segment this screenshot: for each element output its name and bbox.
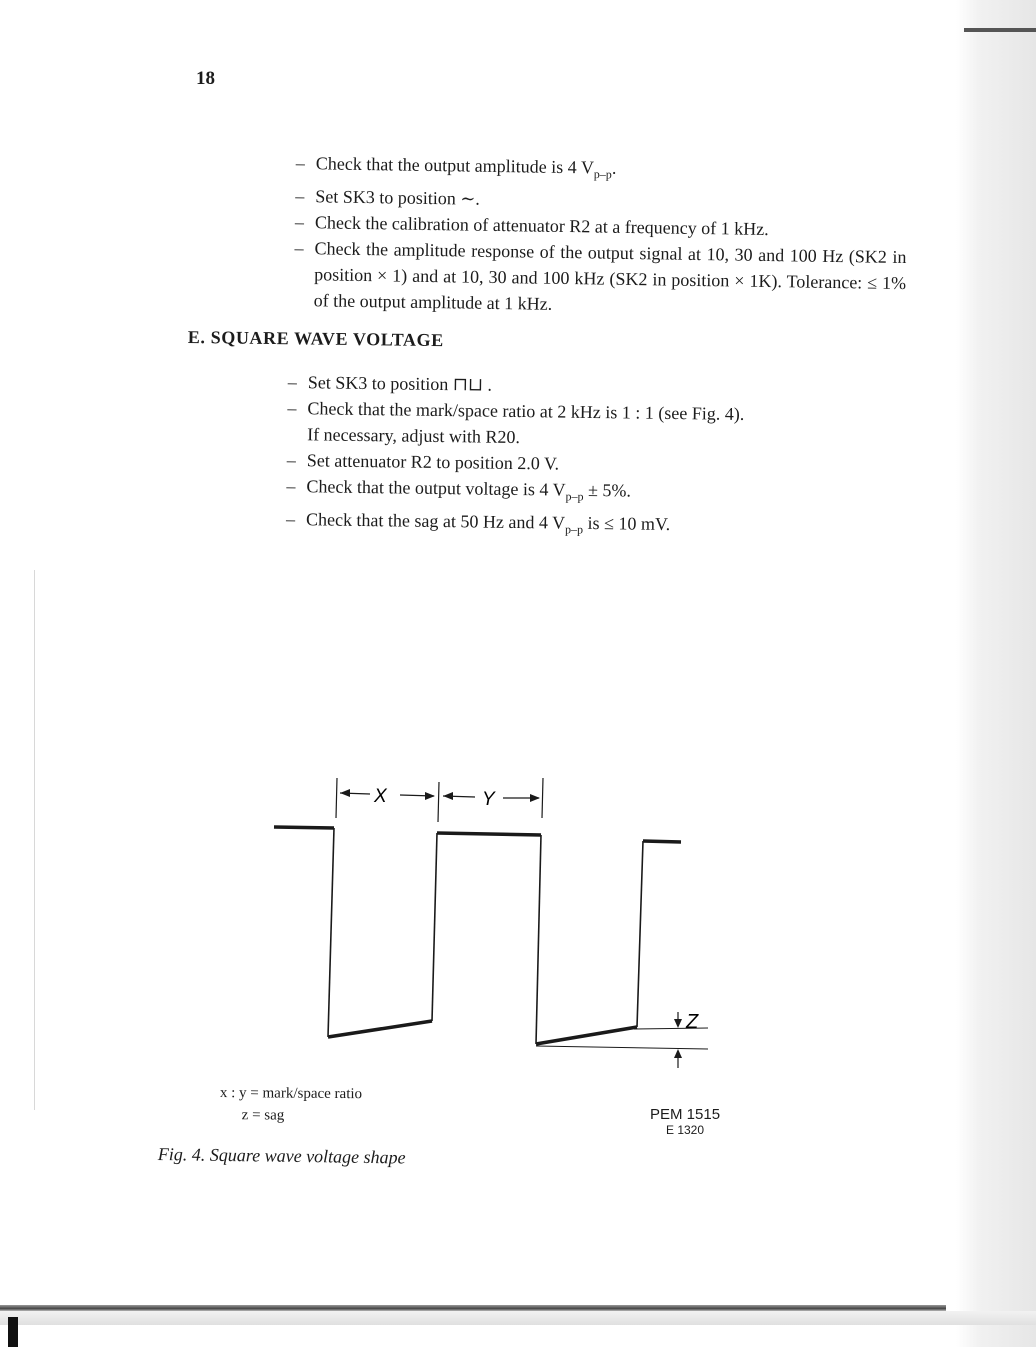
- legend-ratio: x : y = mark/space ratio: [219, 1084, 363, 1103]
- subscript: p–p: [565, 489, 584, 504]
- list-item-text: Set SK3 to position ∼.: [315, 185, 481, 209]
- list-dash: –: [295, 152, 305, 174]
- wave-fall-2: [536, 835, 541, 1044]
- arrowhead: [443, 792, 453, 800]
- sag-reference-line: [536, 1046, 708, 1049]
- arrowhead: [340, 789, 350, 797]
- list-dash: –: [286, 475, 296, 497]
- scan-edge-line: [964, 28, 1036, 32]
- list-item-suffix: .: [611, 157, 617, 178]
- list-item-note: If necessary, adjust with R20.: [307, 424, 521, 448]
- figure-code-sub: E 1320: [666, 1123, 705, 1137]
- section-heading: E. SQUARE WAVE VOLTAGE: [187, 327, 444, 351]
- wave-high-3: [643, 841, 681, 842]
- list-item-text: Check that the mark/space ratio at 2 kHz is 1 : 1 (see Fig. 4).: [307, 398, 745, 424]
- list-item: [294, 235, 907, 322]
- list-dash: –: [294, 211, 305, 232]
- dimension-tick: [336, 778, 337, 818]
- square-wave-figure: [260, 760, 740, 1080]
- wave-fall-1: [328, 828, 334, 1037]
- wave-high-1: [274, 827, 334, 828]
- subscript: p–p: [593, 167, 612, 182]
- z-label: Z: [686, 1011, 699, 1033]
- list-dash: –: [287, 371, 297, 393]
- scan-bottom-edge: [0, 1305, 946, 1311]
- arrowhead: [425, 792, 435, 800]
- page-number: 18: [196, 68, 215, 89]
- wave-low-2: [536, 1027, 637, 1044]
- legend-sag: z = sag: [241, 1107, 285, 1124]
- list-dash: –: [285, 508, 296, 529]
- arrowhead: [674, 1049, 682, 1058]
- list-item-text: Set SK3 to position ⊓⊔ .: [307, 372, 493, 395]
- figure-code: [650, 1106, 720, 1137]
- list-item-text: Check the amplitude response of the output signal at 10, 30 and 100 Hz (SK2 in position × 1) and at 10, 30 and 100 kHz (SK2 in position × 1K). Tolerance: ≤ 1% of the output amplitude at 1 kHz.: [313, 237, 907, 314]
- x-dimension-line: [340, 793, 434, 796]
- scan-bottom-band: [0, 1311, 1036, 1325]
- section-c-list: [294, 150, 908, 322]
- list-item-text: Check that the output amplitude is 4 V: [315, 153, 595, 178]
- square-wave-diagram: [260, 760, 740, 1080]
- arrowhead: [530, 794, 540, 802]
- list-item-text: Check that the sag at 50 Hz and 4 V: [305, 508, 566, 533]
- list-item-text: Check the calibration of attenuator R2 at a frequency of 1 kHz.: [314, 211, 769, 239]
- list-item-text: Check that the output voltage is 4 V: [306, 476, 566, 500]
- list-item-suffix: is ≤ 10 mV.: [582, 512, 671, 534]
- wave-high-2: [437, 833, 541, 835]
- dimension-tick: [438, 782, 439, 822]
- wave-rise-2: [637, 841, 643, 1027]
- section-e-list: [286, 369, 768, 544]
- arrowhead: [674, 1019, 682, 1028]
- y-label: Y: [482, 789, 495, 810]
- x-label: X: [374, 786, 387, 807]
- list-dash: –: [286, 449, 296, 471]
- list-item-text: Set attenuator R2 to position 2.0 V.: [306, 450, 560, 474]
- list-dash: –: [294, 237, 304, 258]
- wave-low-1: [328, 1021, 432, 1037]
- list-dash: –: [295, 185, 305, 206]
- figure-caption: Fig. 4. Square wave voltage shape: [157, 1144, 406, 1168]
- list-item: [287, 395, 768, 453]
- list-item: [286, 506, 766, 545]
- figure-legend: [220, 1082, 363, 1127]
- list-dash: –: [287, 397, 297, 419]
- wave-rise-1: [432, 833, 437, 1021]
- figure-code-main: PEM 1515: [650, 1106, 721, 1123]
- scan-edge-shade: [956, 0, 1036, 1347]
- scan-left-line: [34, 570, 35, 1110]
- scan-corner-mark: [8, 1317, 18, 1347]
- list-item-suffix: ± 5%.: [583, 479, 632, 501]
- dimension-tick: [542, 778, 543, 818]
- subscript: p–p: [564, 521, 584, 537]
